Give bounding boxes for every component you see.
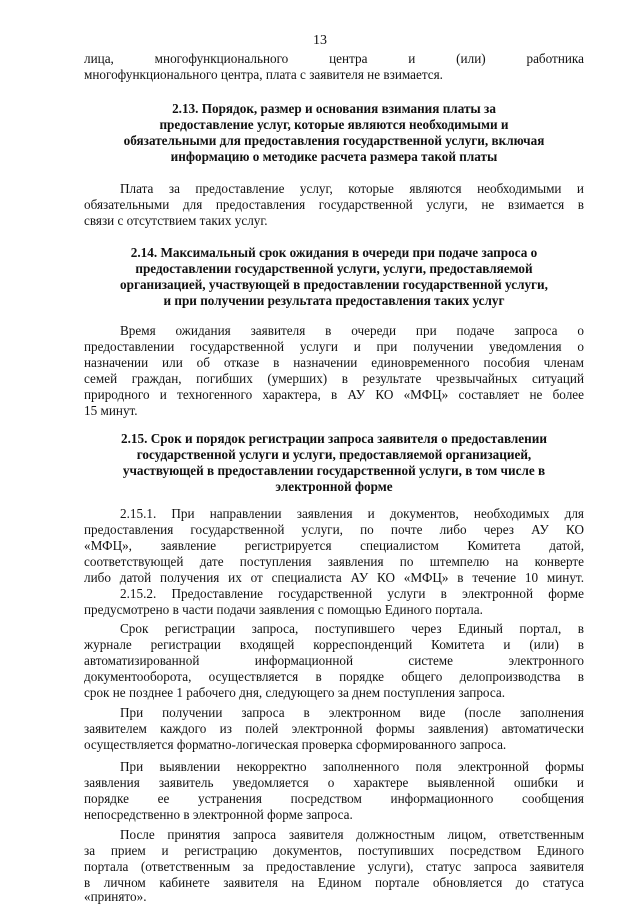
text-line: предоставления государственной услуги, по почте либо через АУ КО [84, 522, 584, 537]
section-heading-line: обязательными для предоставления государственной услуги, включая [123, 133, 545, 148]
text-line: автоматизированной информационной системе электронного [84, 653, 584, 668]
section-heading-2-14: 2.14. Максимальный срок ожидания в очереди при подаче запроса о [130, 245, 538, 260]
text-line: Срок регистрации запроса, поступившего через Единый портал, в [120, 621, 584, 636]
text-line: срок не позднее 1 рабочего дня, следующего за днем поступления запроса. [84, 685, 506, 700]
text-line: предусмотрено в части подачи заявления с помощью Единого портала. [84, 602, 483, 617]
text-line: порядке ее устранения посредством информационного сообщения [84, 791, 584, 806]
text-line: непосредственно в электронной форме запроса. [84, 807, 353, 822]
section-heading-line: электронной форме [275, 479, 393, 494]
text-line: портала (ответственным за предоставление услуги), статус запроса заявителя [84, 859, 584, 874]
text-line: «принято». [84, 889, 147, 904]
text-line: заявления заявитель уведомляется о характере выявленной ошибки и [84, 775, 584, 790]
text-line: заявителем каждого из полей электронной формы заявления) автоматически [84, 721, 584, 736]
text-line: журнале регистрации входящей корреспонденций Комитета и (или) в [84, 637, 584, 652]
text-line: 2.15.2. Предоставление государственной услуги в электронной форме [120, 586, 584, 601]
text-line: осуществляется форматно-логическая проверка сформированного запроса. [84, 737, 507, 752]
text-line: за прием и регистрацию документов, поступивших посредством Единого [84, 843, 584, 858]
text-line: в личном кабинете заявителя на Едином портале обновляется до статуса [84, 875, 584, 890]
text-line: Время ожидания заявителя в очереди при подаче запроса о [120, 323, 584, 338]
text-line: природного и техногенного характера, в АУ КО «МФЦ» составляет не более [84, 387, 584, 402]
text-line: соответствующей дате поступления заявления по штемпелю на конверте [84, 554, 584, 569]
section-heading-line: организацией, участвующей в предоставлении государственной услуги, [120, 277, 548, 292]
text-line: Плата за предоставление услуг, которые являются необходимыми и [120, 181, 584, 196]
text-line: «МФЦ», заявление регистрируется специалистом Комитета датой, [84, 538, 584, 553]
text-line: При получении запроса в электронном виде (после заполнения [120, 705, 584, 720]
text-line: назначении или об отказе в назначении единовременного пособия членам [84, 355, 584, 370]
text-line: После принятия запроса заявителя должностным лицом, ответственным [120, 827, 584, 842]
text-line: 2.15.1. При направлении заявления и документов, необходимых для [120, 506, 584, 521]
section-heading-line: участвующей в предоставлении государственной услуги, в том числе в [122, 463, 546, 478]
section-heading-line: информацию о методике расчета размера такой платы [170, 149, 498, 164]
text-line: либо датой получения их от специалиста АУ КО «МФЦ» в течение 10 минут. [84, 570, 584, 585]
text-line: 15 минут. [84, 403, 138, 418]
text-line: При выявлении некорректно заполненного поля электронной формы [120, 759, 584, 774]
section-heading-line: предоставлении государственной услуги, услуги, предоставляемой [135, 261, 533, 276]
section-heading-2-13: 2.13. Порядок, размер и основания взимания платы за [172, 101, 496, 116]
text-line: предоставлении государственной услуги и при получении уведомления о [84, 339, 584, 354]
text-line: связи с отсутствием таких услуг. [84, 213, 268, 228]
text-line: обязательными для предоставления государственной услуги, не взимается в [84, 197, 584, 212]
section-heading-2-15: 2.15. Срок и порядок регистрации запроса заявителя о предоставлении [121, 431, 547, 446]
section-heading-line: и при получении результата предоставления таких услуг [163, 293, 505, 308]
text-line: лица, многофункционального центра и (или) работника [84, 51, 584, 66]
text-line: многофункционального центра, плата с заявителя не взимается. [84, 67, 443, 82]
text-line: семей граждан, погибших (умерших) в результате чрезвычайных ситуаций [84, 371, 584, 386]
section-heading-line: государственной услуги и услуги, предоставляемой организацией, [136, 447, 532, 462]
page-number: 13 [313, 33, 327, 48]
section-heading-line: предоставление услуг, которые являются необходимыми и [159, 117, 509, 132]
text-line: документооборота, осуществляется в порядке общего делопроизводства в [84, 669, 584, 684]
